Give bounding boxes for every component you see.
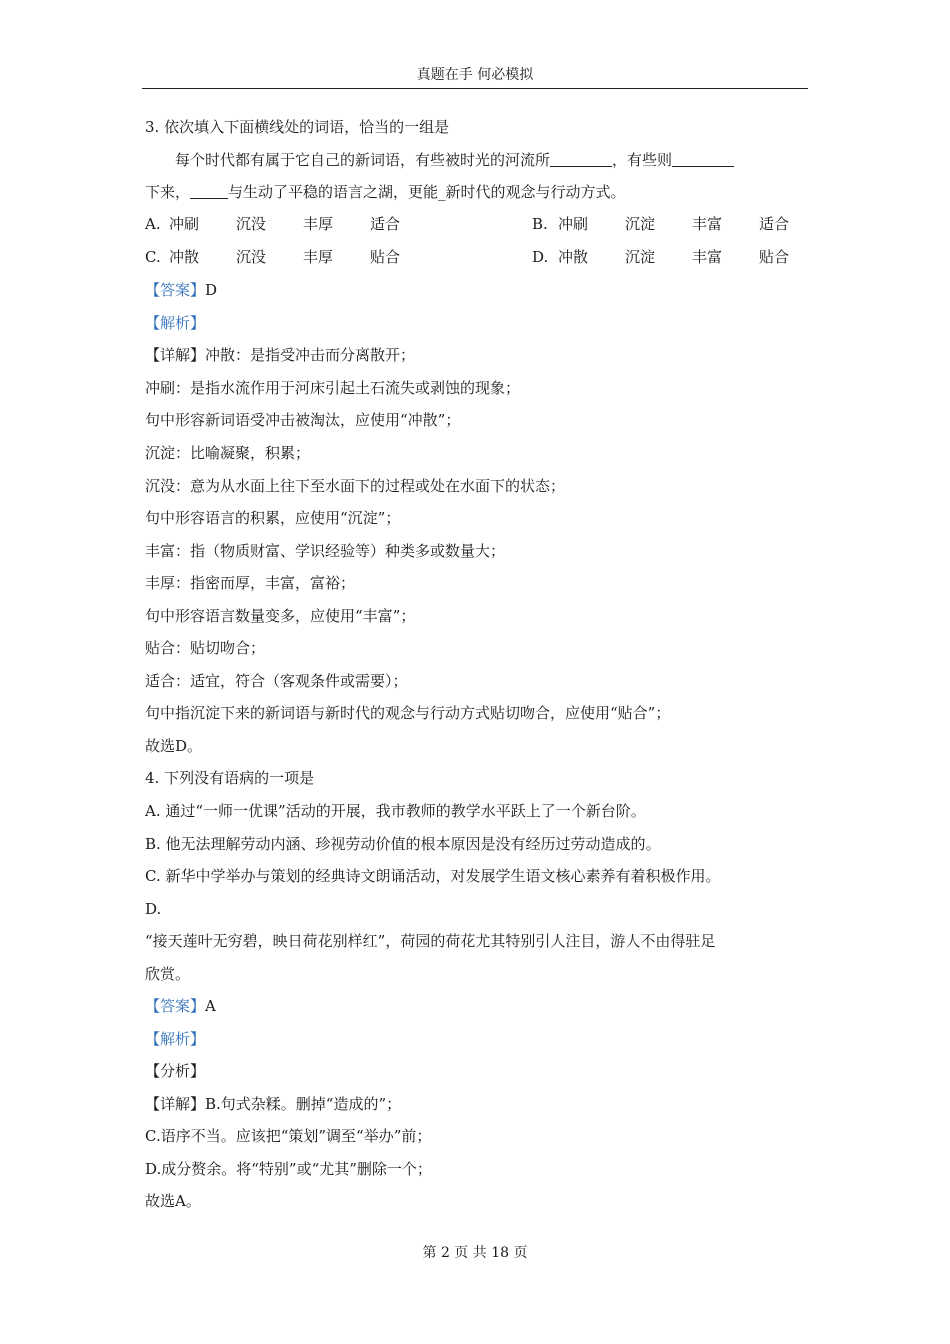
q3-detail-line: 沉没：意为从水面上往下至水面下的过程或处在水面下的状态； [145, 477, 566, 495]
q3-answer-value: D [205, 281, 218, 299]
q3-passage-part-b: ，有些则 [612, 151, 673, 169]
q4-stem: 4. 下列没有语病的一项是 [145, 769, 315, 787]
q3-blank-2 [672, 151, 734, 167]
q3-answer [145, 279, 217, 301]
q3-detail-line: 句中形容语言数量变多，应使用“丰富”； [145, 607, 416, 625]
q4-option-b: B. 他无法理解劳动内涵、珍视劳动价值的根本原因是没有经历过劳动造成的。 [145, 835, 661, 853]
q3-blank-3 [190, 183, 228, 199]
q3-stem: 3. 依次填入下面横线处的词语，恰当的一组是 [145, 118, 450, 136]
q3-detail-line: 丰富：指（物质财富、学识经验等）种类多或数量大； [145, 542, 506, 560]
q3-option-c-word-2: 沉没 [236, 248, 267, 266]
q4-option-d-text: “接天莲叶无穷碧，映日荷花别样红”，荷园的荷花尤其特别引人注目，游人不由得驻足 [145, 932, 716, 950]
q3-detail-line: 丰厚：指密而厚，丰富，富裕； [145, 574, 356, 592]
q3-option-c-word-1: 冲散 [169, 248, 200, 266]
q3-detail-line: 句中形容新词语受冲击被淘汰，应使用“冲散”； [145, 411, 461, 429]
q3-option-b-word-4: 适合 [759, 215, 790, 233]
q3-option-a-word-1: 冲刷 [169, 215, 200, 233]
q3-option-b-word-2: 沉淀 [625, 215, 656, 233]
page-header: 真题在手 何必模拟 [416, 67, 534, 83]
q4-answer-tag: 【答案】 [145, 997, 206, 1015]
q4-answer-value: A [205, 997, 216, 1015]
q3-detail-line: 冲散：是指受冲击而分离散开； [205, 346, 416, 364]
q4-option-d-letter: D. [145, 900, 162, 918]
q3-option-c-word-3: 丰厚 [303, 248, 334, 266]
q3-detail-line: 适合：适宜，符合（客观条件或需要）； [145, 672, 408, 690]
header-divider [142, 88, 808, 89]
q4-detail-first [145, 1093, 401, 1115]
q3-passage-part-a: 每个时代都有属于它自己的新词语，有些被时光的河流所 [175, 151, 551, 169]
q3-option-b-word-1: 冲刷 [558, 215, 589, 233]
q3-passage-line1 [175, 149, 734, 171]
q3-answer-tag: 【答案】 [145, 281, 206, 299]
q3-blank-1 [550, 151, 612, 167]
page-number: 第 2 页 共 18 页 [422, 1245, 528, 1261]
q3-option-a-word-2: 沉没 [236, 215, 267, 233]
q3-detail-first [145, 344, 415, 366]
q3-option-d-word-4: 贴合 [759, 248, 790, 266]
q4-analysis-tag: 【解析】 [145, 1030, 206, 1048]
q3-option-b-word-3: 丰富 [692, 215, 723, 233]
q4-conclusion: 故选A。 [145, 1192, 201, 1210]
q4-option-c: C. 新华中学举办与策划的经典诗文朗诵活动，对发展学生语文核心素养有着积极作用。 [145, 867, 721, 885]
q4-answer [145, 995, 216, 1017]
q3-detail-line: 沉淀：比喻凝聚，积累； [145, 444, 311, 462]
q3-analysis-tag: 【解析】 [145, 314, 206, 332]
q3-detail-tag: 【详解】 [145, 346, 206, 364]
q4-option-d-text-cont: 欣赏。 [145, 965, 191, 983]
q3-detail-line: 贴合：贴切吻合； [145, 639, 266, 657]
q3-option-d-word-2: 沉淀 [625, 248, 656, 266]
q4-option-a: A. 通过“一师一优课”活动的开展，我市教师的教学水平跃上了一个新台阶。 [145, 802, 646, 820]
q3-detail-line: 句中形容语言的积累，应使用“沉淀”； [145, 509, 401, 527]
q4-detail-line: D.成分赘余。将“特别”或“尤其”删除一个； [145, 1160, 432, 1178]
q3-option-a-word-3: 丰厚 [303, 215, 334, 233]
q3-passage-part-d: 与生动了平稳的语言之湖，更能_新时代的观念与行动方式。 [228, 183, 626, 201]
q3-detail-line: 句中指沉淀下来的新词语与新时代的观念与行动方式贴切吻合，应使用“贴合”； [145, 704, 671, 722]
q3-option-d-word-3: 丰富 [692, 248, 723, 266]
q4-fenxi-tag: 【分析】 [145, 1062, 206, 1080]
q3-passage-part-c: 下来， [145, 183, 191, 201]
q4-detail-line: C.语序不当。应该把“策划”调至“举办”前； [145, 1127, 432, 1145]
q3-option-a-letter: A. [145, 215, 161, 233]
q3-detail-line: 冲刷：是指水流作用于河床引起土石流失或剥蚀的现象； [145, 379, 521, 397]
q4-detail-line: B.句式杂糅。删掉“造成的”； [205, 1095, 402, 1113]
q3-passage-line2 [145, 181, 626, 203]
q4-detail-tag: 【详解】 [145, 1095, 206, 1113]
q3-option-c-word-4: 贴合 [370, 248, 401, 266]
q3-conclusion: 故选D。 [145, 737, 203, 755]
q3-option-a-word-4: 适合 [370, 215, 401, 233]
q3-option-d-word-1: 冲散 [558, 248, 589, 266]
q3-option-b-letter: B. [532, 215, 548, 233]
q3-option-d-letter: D. [532, 248, 549, 266]
q3-option-c-letter: C. [145, 248, 161, 266]
